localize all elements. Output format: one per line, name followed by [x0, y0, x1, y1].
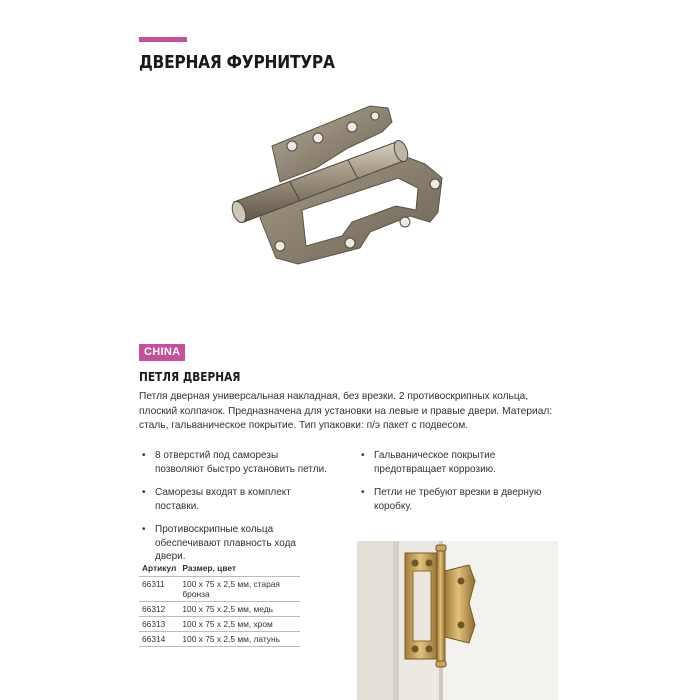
table-row: [139, 617, 300, 632]
feature-item: [139, 486, 329, 513]
feature-text: Противоскрипные кольца обеспечивают плавность хода двери.: [155, 524, 296, 562]
article-cell: 66312: [139, 602, 179, 617]
feature-item: [139, 523, 329, 564]
door-hinge-photo: [220, 98, 450, 283]
feature-item: [139, 449, 329, 476]
brand-badge: CHINA: [139, 344, 185, 361]
features-list-right: [358, 449, 548, 523]
table-row: [139, 602, 300, 617]
bullet-icon: •: [142, 450, 146, 461]
article-cell: 66311: [139, 577, 179, 602]
feature-text: Саморезы входят в комплект поставки.: [155, 487, 291, 512]
spec-table: [139, 560, 300, 647]
feature-item: [358, 449, 548, 476]
product-title: ПЕТЛЯ ДВЕРНАЯ: [139, 370, 241, 384]
feature-item: [358, 486, 548, 513]
size-cell: 100 x 75 x 2,5 мм, латунь: [179, 632, 300, 647]
size-cell: 100 x 75 x 2,5 мм, медь: [179, 602, 300, 617]
table-header-row: [139, 560, 300, 577]
column-header-article: Артикул: [139, 560, 179, 577]
accent-bar: [139, 37, 187, 42]
column-header-size: Размер, цвет: [179, 560, 300, 577]
installed-hinge-photo: [357, 541, 558, 700]
section-title: ДВЕРНАЯ ФУРНИТУРА: [139, 52, 335, 73]
table-row: [139, 577, 300, 602]
article-cell: 66313: [139, 617, 179, 632]
table-row: [139, 632, 300, 647]
bullet-icon: •: [361, 487, 365, 498]
article-cell: 66314: [139, 632, 179, 647]
bullet-icon: •: [361, 450, 365, 461]
bullet-icon: •: [142, 487, 146, 498]
product-description: Петля дверная универсальная накладная, без врезки. 2 противоскрипных кольца, плоский колпачок. Предназначена для установки на левые и правые двери. Материал: сталь, гальваническое покрытие. Тип упаковки: п/э пакет с подвесом.: [139, 391, 553, 431]
features-list-left: [139, 449, 329, 574]
feature-text: Гальваническое покрытие предотвращает коррозию.: [374, 450, 496, 475]
bullet-icon: •: [142, 524, 146, 535]
size-cell: 100 x 75 x 2,5 мм, хром: [179, 617, 300, 632]
feature-text: 8 отверстий под саморезы позволяют быстро установить петли.: [155, 450, 327, 475]
size-cell: 100 x 75 x 2,5 мм, старая бронза: [179, 577, 300, 602]
feature-text: Петли не требуют врезки в дверную коробку.: [374, 487, 542, 512]
